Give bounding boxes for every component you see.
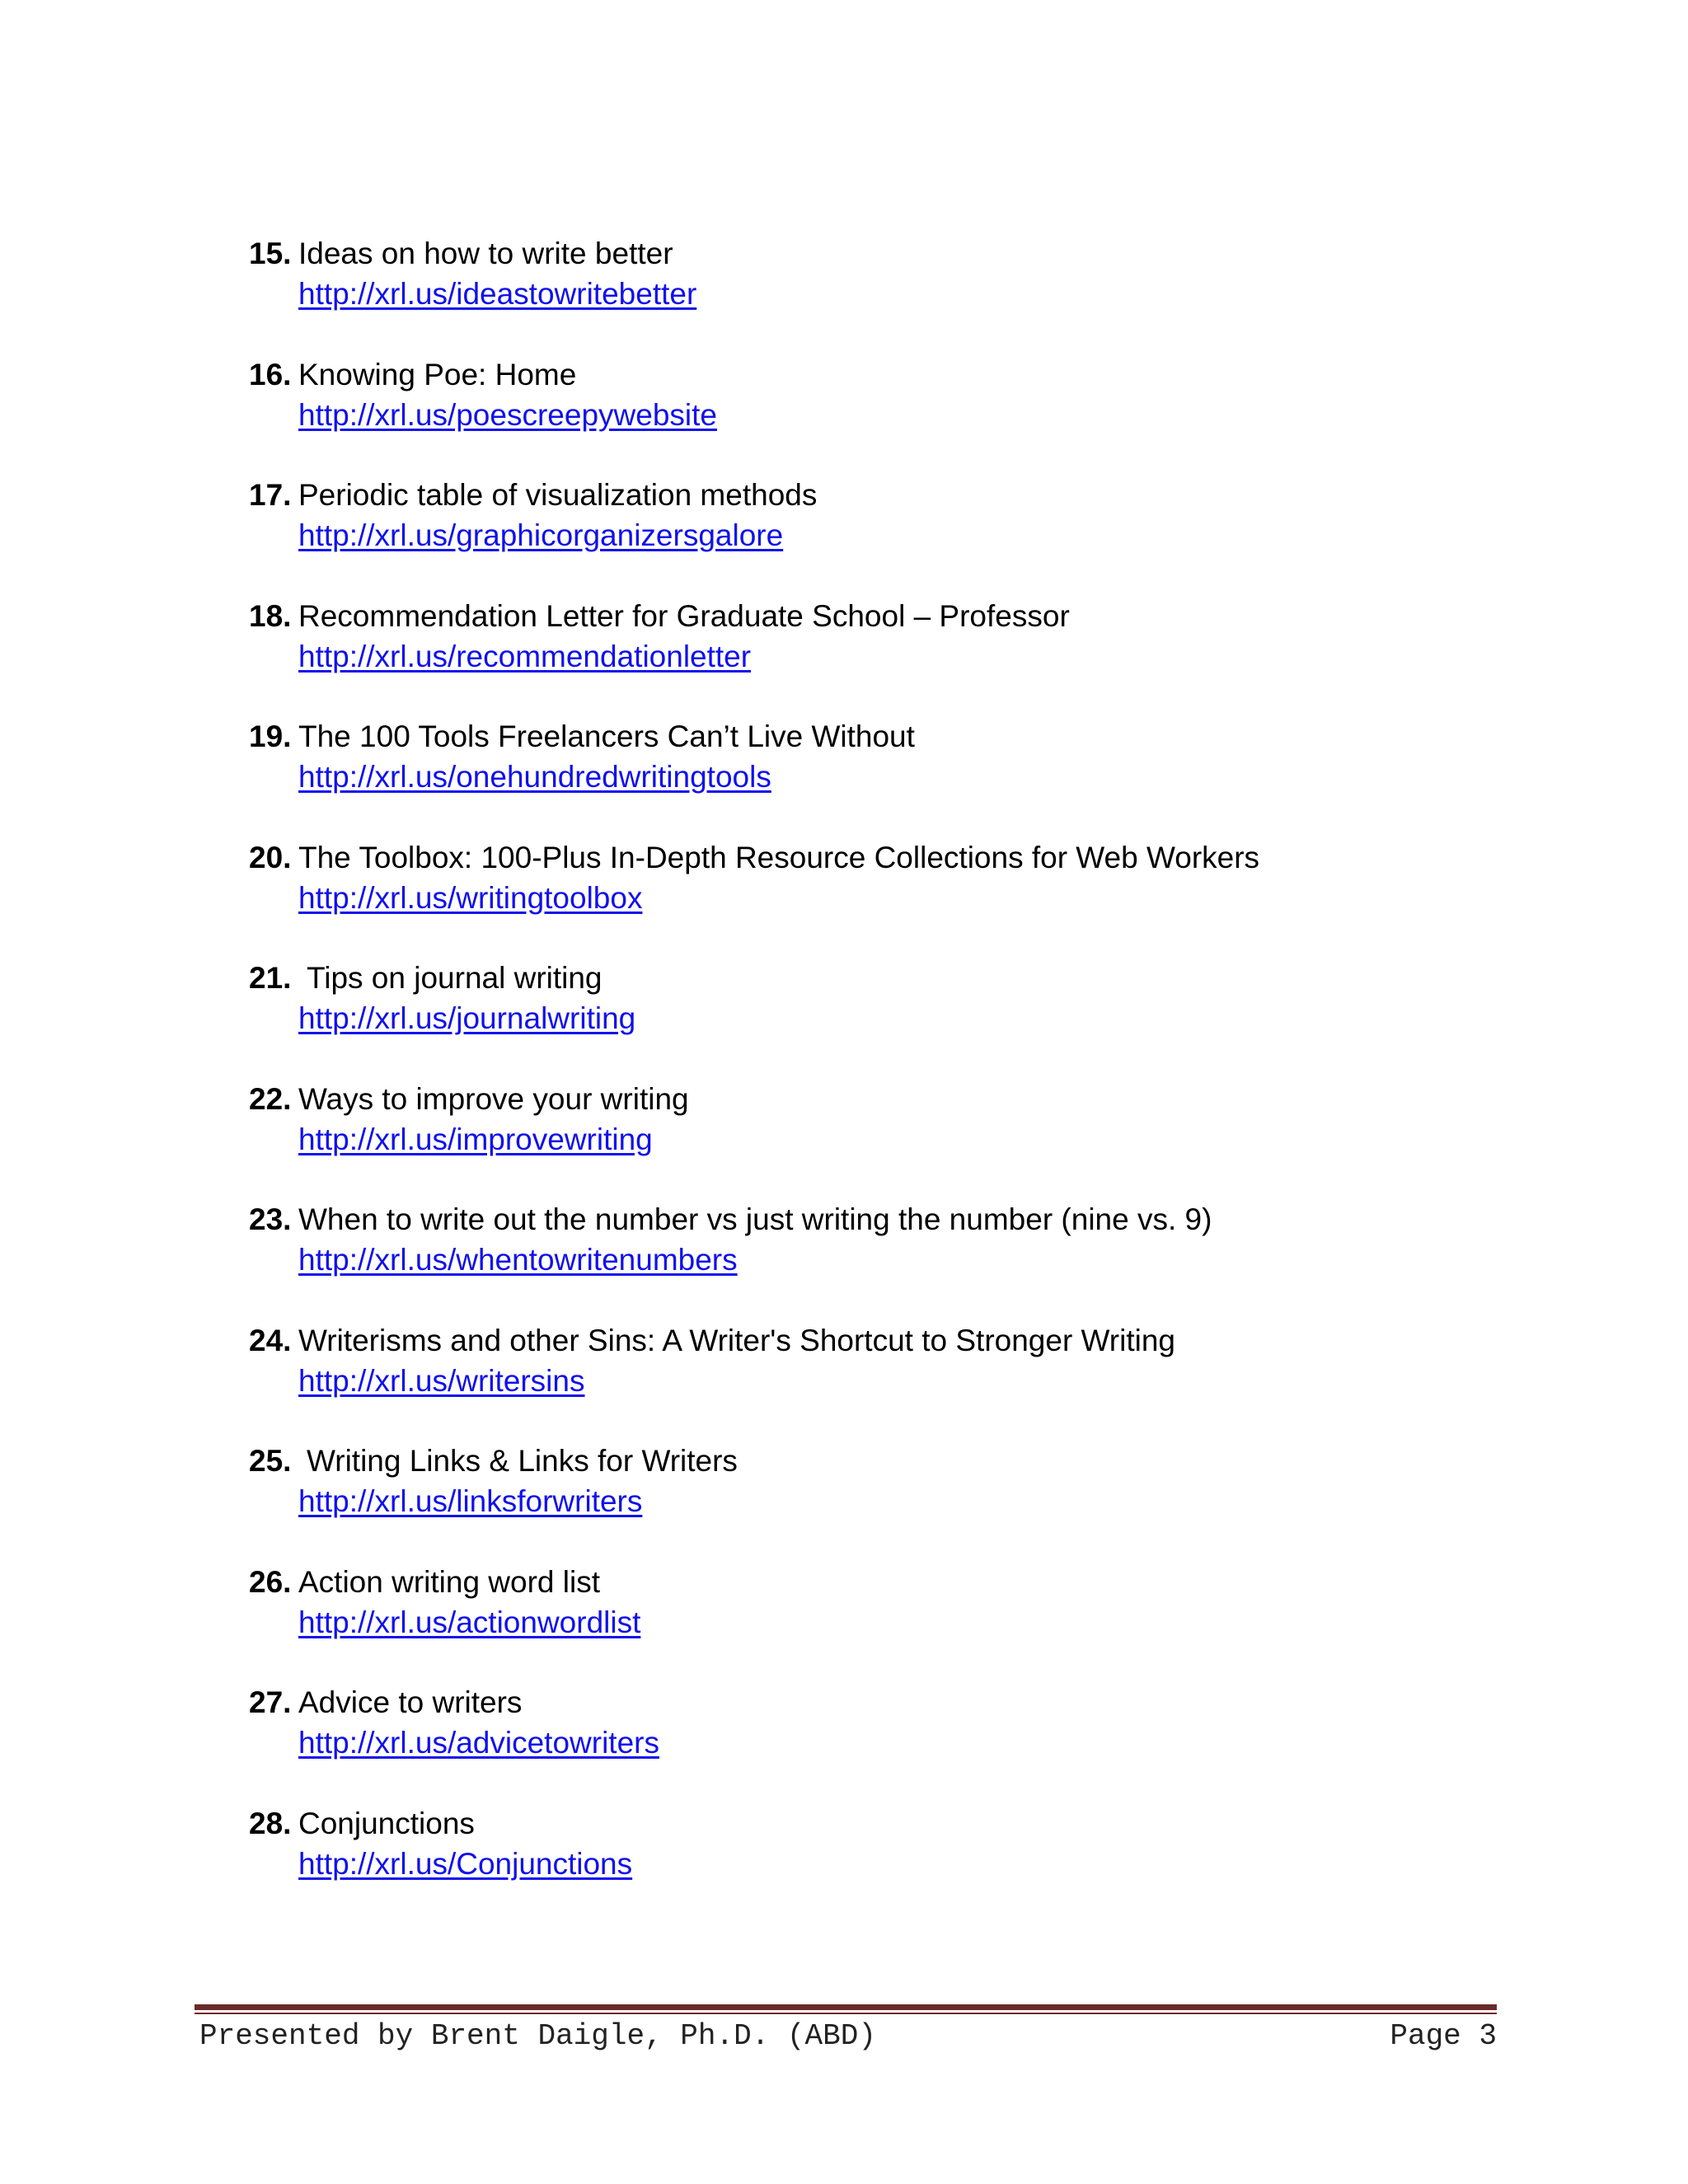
item-link[interactable]: http://xrl.us/improvewriting (298, 1122, 653, 1156)
footer-divider (195, 2004, 1497, 2010)
item-link[interactable]: http://xrl.us/Conjunctions (298, 1846, 633, 1881)
item-title: Ideas on how to write better (298, 237, 673, 270)
item-number: 26. (249, 1564, 292, 1599)
item-number: 24. (249, 1323, 292, 1357)
item-title: Ways to improve your writing (298, 1081, 689, 1116)
item-number: 25. (249, 1444, 292, 1478)
item-title: Knowing Poe: Home (298, 357, 577, 391)
item-link[interactable]: http://xrl.us/poescreepywebsite (298, 397, 717, 432)
item-title: Periodic table of visualization methods (298, 478, 818, 512)
item-link[interactable]: http://xrl.us/journalwriting (298, 1001, 636, 1035)
list-item (249, 233, 1485, 354)
item-title: Tips on journal writing (307, 961, 603, 995)
item-number: 19. (249, 719, 292, 753)
list-item (249, 837, 1485, 958)
item-number: 27. (249, 1685, 292, 1719)
item-title: Writerisms and other Sins: A Writer's Shortcut to Stronger Writing (298, 1323, 1176, 1357)
list-item (249, 1803, 1485, 1924)
footer-presenter: Presented by Brent Daigle, Ph.D. (ABD) (199, 2019, 876, 2053)
item-title: Advice to writers (298, 1685, 523, 1719)
list-item (249, 958, 1485, 1079)
list-item (249, 716, 1485, 837)
item-link[interactable]: http://xrl.us/advicetowriters (298, 1726, 659, 1760)
item-number: 22. (249, 1081, 292, 1116)
list-item (249, 1441, 1485, 1562)
item-link[interactable]: http://xrl.us/ideastowritebetter (298, 277, 697, 311)
item-number: 20. (249, 840, 292, 874)
list-item (249, 1562, 1485, 1683)
item-title: Conjunctions (298, 1806, 475, 1840)
item-title: Writing Links & Links for Writers (307, 1444, 738, 1478)
item-number: 18. (249, 598, 292, 633)
item-number: 23. (249, 1202, 292, 1236)
item-link[interactable]: http://xrl.us/onehundredwritingtools (298, 760, 771, 794)
item-link[interactable]: http://xrl.us/whentowritenumbers (298, 1243, 738, 1277)
item-link[interactable]: http://xrl.us/writingtoolbox (298, 880, 643, 915)
item-link[interactable]: http://xrl.us/writersins (298, 1363, 585, 1398)
item-link[interactable]: http://xrl.us/linksforwriters (298, 1484, 643, 1518)
list-item (249, 1199, 1485, 1320)
page-number: Page 3 (1390, 2019, 1497, 2053)
item-number: 16. (249, 357, 292, 391)
resource-list (249, 233, 1485, 1924)
list-item (249, 475, 1485, 596)
list-item (249, 596, 1485, 717)
item-number: 15. (249, 237, 292, 270)
item-link[interactable]: http://xrl.us/actionwordlist (298, 1605, 641, 1639)
footer-divider-thin (195, 2013, 1497, 2014)
list-item (249, 354, 1485, 476)
item-number: 28. (249, 1806, 292, 1840)
item-title: The Toolbox: 100-Plus In-Depth Resource Collections for Web Workers (298, 840, 1260, 874)
item-number: 21. (249, 961, 292, 995)
item-title: The 100 Tools Freelancers Can’t Live Without (298, 719, 915, 753)
item-title: Action writing word list (298, 1564, 601, 1599)
item-title: When to write out the number vs just writing the number (nine vs. 9) (298, 1202, 1212, 1236)
list-item (249, 1079, 1485, 1200)
item-title: Recommendation Letter for Graduate School – Professor (298, 598, 1070, 633)
list-item (249, 1320, 1485, 1441)
item-link[interactable]: http://xrl.us/graphicorganizersgalore (298, 518, 784, 552)
list-item (249, 1682, 1485, 1803)
item-number: 17. (249, 478, 292, 512)
item-link[interactable]: http://xrl.us/recommendationletter (298, 639, 752, 673)
